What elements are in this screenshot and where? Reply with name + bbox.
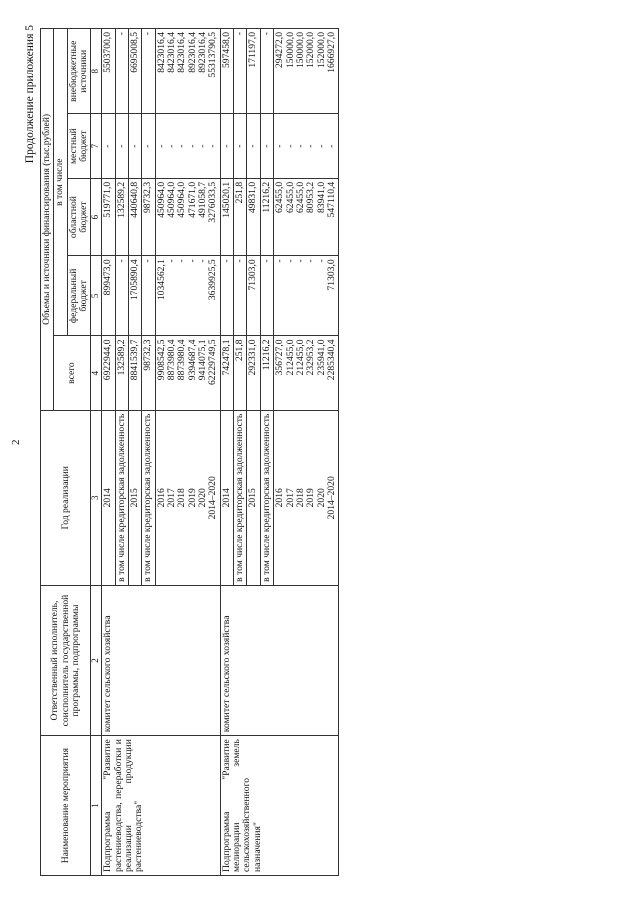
cell-local: - [102,114,115,178]
header-regional: областной бюджет [67,178,91,256]
cell-local: - [260,114,273,178]
header-volumes: Объемы и источники финансирования (тыс.рублей) [41,29,54,411]
cell-local: - [115,114,128,178]
cell-year: в том числе кредиторская задолженность [142,410,155,585]
cell-regional: 519771,0 [102,178,115,256]
cell-year: в том числе кредиторская задолженность [260,410,273,585]
cell-total: 8841539,7 [128,336,141,410]
header-extra: внебюджетные источники [67,29,91,114]
header-total: всего [54,336,91,410]
col-num: 4 [91,336,102,410]
cell-year: 2016 2017 2018 2019 2020 2014–2020 [155,410,220,585]
cell-regional: 49831,0 [247,178,260,256]
cell-extra: 8423016,4 8423016,4 8423016,4 8923016,4 8923016,4 55313790,5 [155,29,220,114]
table-row [220,29,233,876]
cell-extra: 171197,0 [247,29,260,114]
cell-total: 132589,2 [115,336,128,410]
subprogram-name: Подпрограмма "Развитие мелиорации земель сельскохозяйственного назначения" [220,736,339,876]
header-federal: федеральный бюджет [67,256,91,336]
cell-federal: - [115,256,128,336]
cell-federal: - [260,256,273,336]
col-num: 2 [91,585,102,735]
cell-total: 6922944,0 [102,336,115,410]
page-number: 2 [10,439,22,445]
header-name: Наименование мероприятия [41,736,91,876]
col-num: 6 [91,178,102,256]
cell-regional: 251,8 [234,178,247,256]
executor: комитет сельского хозяйства [102,585,221,735]
cell-regional: 11216,2 [260,178,273,256]
cell-local: - - - - - - [155,114,220,178]
cell-total: 98732,3 [142,336,155,410]
cell-total: 9908542,5 8873980,4 8873980,4 9394687,4 9414075,1 62229749,5 [155,336,220,410]
cell-regional: 132589,2 [115,178,128,256]
cell-year: в том числе кредиторская задолженность [115,410,128,585]
cell-regional: 98732,3 [142,178,155,256]
cell-total: 11216,2 [260,336,273,410]
cell-total: 356727,0 212455,0 212455,0 232953,2 235941,0 2285340,4 [274,336,339,410]
header-year: Год реализации [41,410,91,585]
subprogram-name: Подпрограмма "Развитие растениеводства, переработки и реализации продукции растениеводства" [102,736,221,876]
cell-regional: 62455,0 62455,0 62455,0 80953,2 83941,0 547110,4 [274,178,339,256]
cell-year: 2016 2017 2018 2019 2020 2014–2020 [274,410,339,585]
cell-local: - [220,114,233,178]
cell-federal: 1705890,4 [128,256,141,336]
cell-extra: - [115,29,128,114]
cell-regional: 440640,8 [128,178,141,256]
cell-federal: - [234,256,247,336]
appendix-caption: Продолжение приложения 5 [24,25,36,164]
header-local: местный бюджет [67,114,91,178]
cell-federal: 71303,0 [247,256,260,336]
rotated-page [18,25,638,880]
cell-extra: 294272,0 150000,0 150000,0 152000,0 152000,0 1666927,0 [274,29,339,114]
cell-federal: 1034562,1 - - - - 3639925,5 [155,256,220,336]
cell-local: - [234,114,247,178]
cell-federal: 899473,0 [102,256,115,336]
col-num: 7 [91,114,102,178]
executor: комитет сельского хозяйства [220,585,339,735]
header-incl: в том числе [54,29,67,336]
cell-year: 2015 [128,410,141,585]
cell-year: 2015 [247,410,260,585]
cell-extra: - [142,29,155,114]
cell-total: 251,8 [234,336,247,410]
cell-local: - [247,114,260,178]
table-body [102,29,339,876]
cell-year: 2014 [102,410,115,585]
cell-year: в том числе кредиторская задолженность [234,410,247,585]
cell-local: - [128,114,141,178]
cell-federal: - - - - - 71303,0 [274,256,339,336]
cell-extra: 5503700,0 [102,29,115,114]
col-num: 1 [91,736,102,876]
col-num: 3 [91,410,102,585]
cell-total: 292331,0 [247,336,260,410]
cell-total: 742478,1 [220,336,233,410]
header-executor: Ответственный исполнитель, соисполнитель государственной программы, подпрограммы [41,585,91,735]
col-num: 8 [91,29,102,114]
cell-regional: 450964,0 450964,0 450964,0 471671,0 491058,7 3276033,5 [155,178,220,256]
financing-table [40,28,339,876]
cell-extra: 6695008,5 [128,29,141,114]
cell-year: 2014 [220,410,233,585]
cell-regional: 145020,1 [220,178,233,256]
cell-extra: - [234,29,247,114]
col-num: 5 [91,256,102,336]
cell-federal: - [220,256,233,336]
cell-federal: - [142,256,155,336]
cell-local: - - - - - - [274,114,339,178]
cell-extra: - [260,29,273,114]
cell-local: - [142,114,155,178]
table-row [102,29,115,876]
cell-extra: 597458,0 [220,29,233,114]
